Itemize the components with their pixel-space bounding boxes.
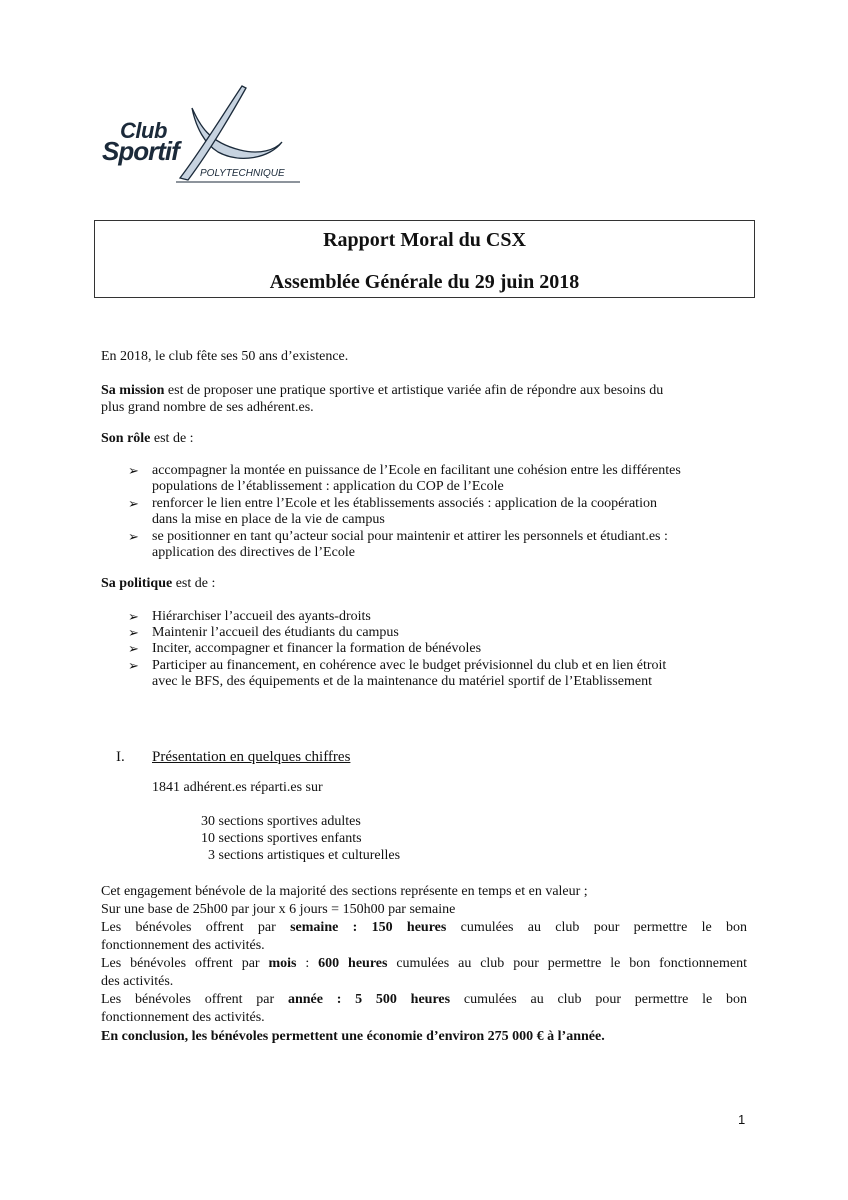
page-number: 1	[738, 1112, 746, 1127]
list-item: Inciter, accompagner et financer la formation de bénévoles	[152, 641, 482, 656]
mission-lead: Sa mission	[101, 383, 165, 398]
logo-club-text: Club	[120, 118, 167, 143]
members-count: 1841 adhérent.es réparti.es sur	[152, 780, 323, 795]
role-lead: Son rôle	[101, 431, 151, 446]
benevoles-annee-cont: fonctionnement des activités.	[101, 1010, 265, 1025]
list-item-cont: populations de l’établissement : application du COP de l’Ecole	[152, 479, 504, 494]
arrow-bullet-icon: ➢	[128, 641, 139, 656]
sections-item: 3 sections artistiques et culturelles	[201, 848, 401, 863]
list-item: Hiérarchiser l’accueil des ayants-droits	[152, 609, 371, 624]
document-subtitle: Assemblée Générale du 29 juin 2018	[269, 271, 580, 293]
politique-heading: Sa politique est de :	[101, 576, 216, 591]
sections-item: 30 sections sportives adultes	[201, 814, 361, 829]
benevoles-semaine-cont: fonctionnement des activités.	[101, 938, 265, 953]
sections-item: 10 sections sportives enfants	[201, 831, 362, 846]
section-heading: Présentation en quelques chiffres	[152, 749, 351, 765]
arrow-bullet-icon: ➢	[128, 609, 139, 624]
benevoles-semaine: Les bénévoles offrent par semaine : 150 heures cumulées au club pour permettre le bon	[101, 920, 748, 935]
section-number: I.	[116, 749, 125, 765]
arrow-bullet-icon: ➢	[128, 496, 139, 511]
logo-sportif-text: Sportif	[102, 136, 179, 166]
list-item-cont: avec le BFS, des équipements et de la maintenance du matériel sportif de l’Etablissement	[152, 674, 652, 689]
mission-paragraph	[101, 383, 663, 399]
arrow-bullet-icon: ➢	[128, 658, 139, 673]
list-item: se positionner en tant qu’acteur social pour maintenir et attirer les personnels et étudiant.es :	[152, 529, 668, 544]
arrow-bullet-icon: ➢	[128, 529, 139, 544]
benevoles-base: Sur une base de 25h00 par jour x 6 jours = 150h00 par semaine	[101, 902, 456, 917]
list-item: Maintenir l’accueil des étudiants du campus	[152, 625, 399, 640]
document-title: Rapport Moral du CSX	[323, 229, 526, 251]
benevoles-conclusion: En conclusion, les bénévoles permettent une économie d’environ 275 000 € à l’année.	[101, 1029, 605, 1044]
benevoles-annee: Les bénévoles offrent par année : 5 500 heures cumulées au club pour permettre le bon	[101, 992, 748, 1007]
list-item: renforcer le lien entre l’Ecole et les établissements associés : application de la coopération	[152, 496, 657, 511]
role-heading: Son rôle est de :	[101, 431, 194, 446]
list-item: Participer au financement, en cohérence avec le budget prévisionnel du club et en lien étroit	[152, 658, 667, 673]
benevoles-mois: Les bénévoles offrent par mois : 600 heures cumulées au club pour permettre le bon fonctionnement	[101, 956, 748, 971]
arrow-bullet-icon: ➢	[128, 463, 139, 478]
mission-text: est de proposer une pratique sportive et artistique variée afin de répondre aux besoins du	[164, 383, 664, 398]
benevoles-mois-cont: des activités.	[101, 974, 174, 989]
list-item-cont: application des directives de l’Ecole	[152, 545, 355, 560]
intro-text: En 2018, le club fête ses 50 ans d’existence.	[101, 349, 349, 364]
list-item: accompagner la montée en puissance de l’Ecole en facilitant une cohésion entre les différentes	[152, 463, 681, 478]
title-box	[94, 220, 755, 298]
benevoles-intro: Cet engagement bénévole de la majorité des sections représente en temps et en valeur ;	[101, 884, 588, 899]
politique-lead: Sa politique	[101, 576, 173, 591]
arrow-bullet-icon: ➢	[128, 625, 139, 640]
mission-text-line2: plus grand nombre de ses adhérent.es.	[101, 400, 314, 415]
logo-polytechnique-text: POLYTECHNIQUE	[200, 168, 285, 179]
club-logo	[100, 80, 310, 190]
list-item-cont: dans la mise en place de la vie de campus	[152, 512, 385, 527]
